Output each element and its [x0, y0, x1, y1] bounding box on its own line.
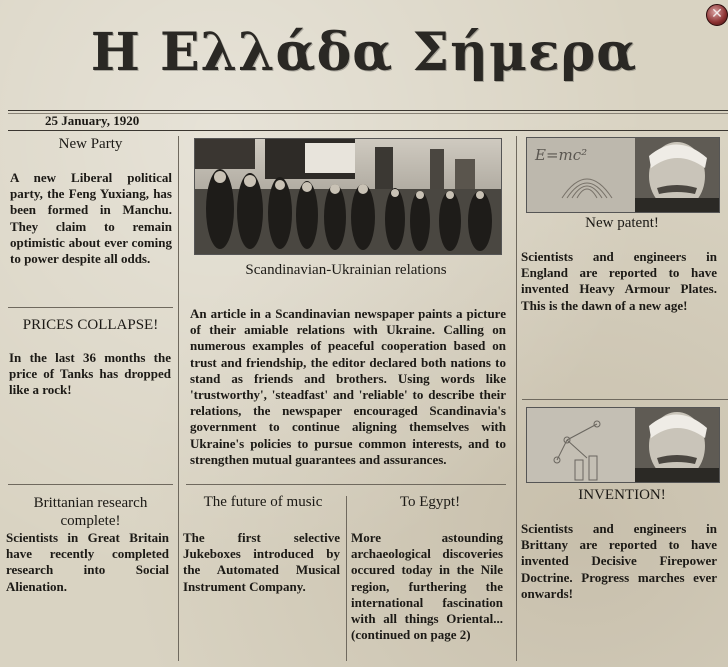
- invention-body: Scientists and engineers in Brittany are reported to have invented Decisive Firepower Doctrine. Progress marches ever onwards!: [521, 521, 717, 601]
- center-bottom-rule: [186, 484, 506, 485]
- masthead-rule-top: [8, 110, 728, 111]
- close-icon: ✕: [711, 6, 723, 22]
- formula-text: E=mc²: [535, 146, 588, 164]
- music-body: The first selective Jukeboxes introduced by the Automated Musical Instrument Company.: [183, 530, 340, 594]
- egypt-body: More astounding archaeological discoveries occured today in the Nile region, furthering the international fascination with all things Oriental... (continued on page 2): [351, 530, 503, 643]
- research-body: Scientists in Great Britain have recently completed research into Social Alienation.: [6, 530, 169, 594]
- close-button[interactable]: [706, 4, 728, 26]
- research-headline: Brittanian research complete!: [33, 495, 148, 529]
- left-bottom-rule: [8, 484, 173, 485]
- date-rule: [8, 130, 728, 131]
- patent-headline: New patent!: [585, 215, 659, 231]
- patent-body: Scientists and engineers in England are reported to have invented Heavy Armour Plates. This is the dawn of a new age!: [521, 249, 717, 313]
- prices-collapse-headline: PRICES COLLAPSE!: [22, 317, 159, 333]
- column-divider-1: [178, 136, 179, 661]
- column-divider-3: [346, 496, 347, 661]
- left-section-rule: [8, 307, 173, 308]
- column-divider-2: [516, 136, 517, 661]
- crowd-photo: [194, 138, 502, 255]
- main-article-body: An article in a Scandinavian newspaper paints a picture of their amiable relations with Ukraine. Calling on numerous examples of peaceful cooperation based on trust and friendship, the editor declared both nations to stand as friends and brothers. Using words like 'trustworthy', 'steadfast' and 'reliable' to describe their relations, the newspaper encouraged Scandinavia's government to continue aligning themselves with Ukraine's policies to pursue common interests, and to strengthen mutual guarantees and assurances.: [190, 306, 506, 467]
- einstein-invention-picture: [527, 408, 719, 482]
- einstein-patent-picture: [527, 138, 719, 212]
- main-article-headline: Scandinavian-Ukrainian relations: [245, 262, 447, 278]
- prices-collapse-body: In the last 36 months the price of Tanks has dropped like a rock!: [9, 350, 171, 398]
- egypt-headline: To Egypt!: [399, 494, 461, 510]
- crowd-photo-image: [195, 139, 501, 254]
- issue-date: 25 January, 1920: [45, 113, 140, 128]
- music-headline: The future of music: [203, 494, 323, 510]
- newspaper-masthead: Η Ελλάδα Σήμερα: [90, 22, 638, 83]
- right-section-rule: [522, 399, 728, 400]
- new-party-headline: New Party: [58, 136, 123, 152]
- einstein-invention-image: [526, 407, 720, 483]
- new-party-body: A new Liberal political party, the Feng Yuxiang, has been formed in Manchu. They claim to remain optimistic about ever coming to power despite all odds.: [10, 170, 172, 267]
- invention-headline: INVENTION!: [578, 487, 666, 503]
- einstein-patent-image: [526, 137, 720, 213]
